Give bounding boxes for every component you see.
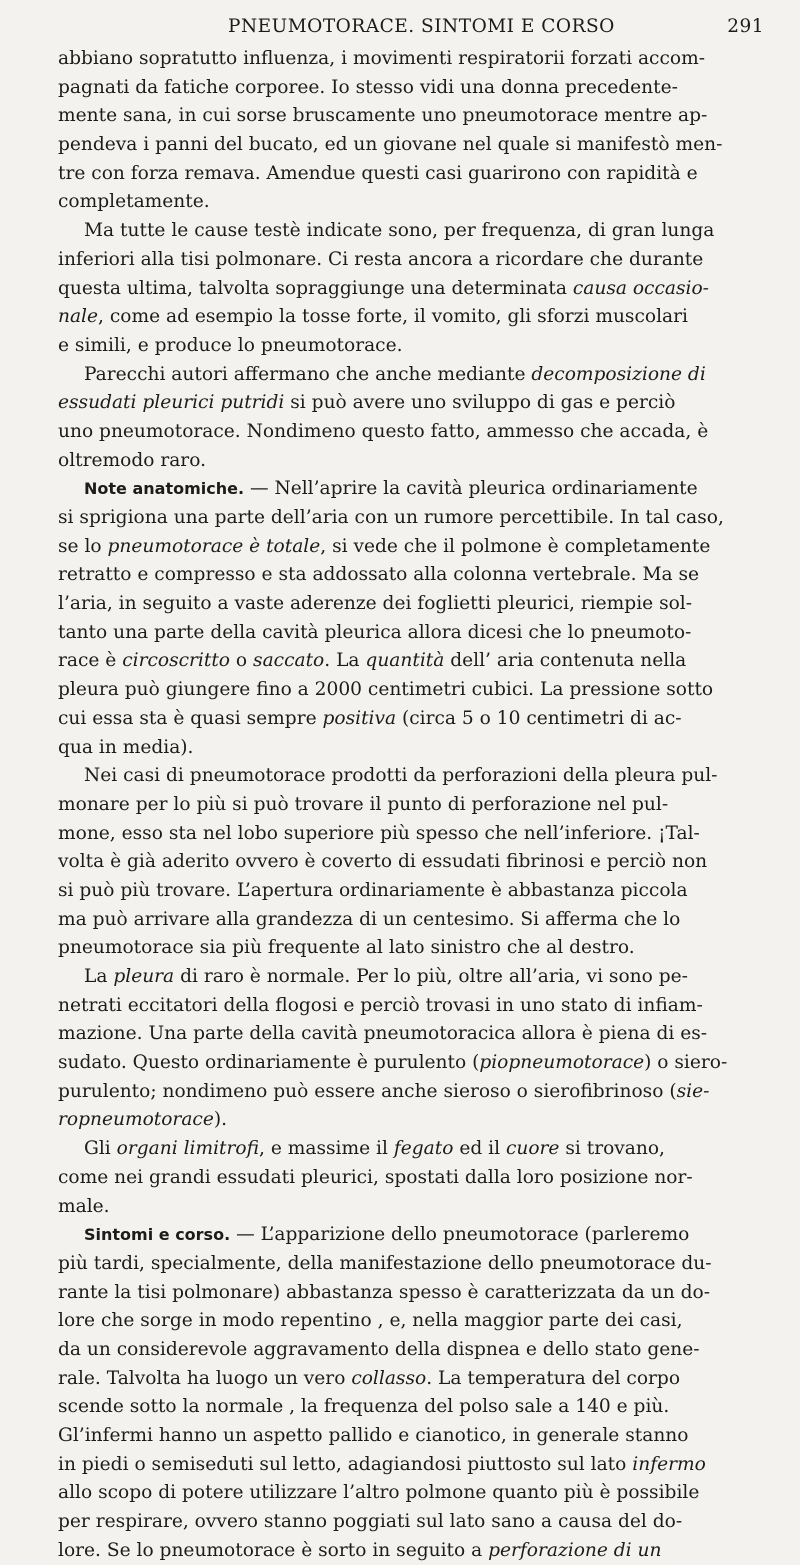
text-segment: pneumotorace sia più frequente al lato sinistro che al destro.: [58, 937, 635, 959]
text-segment: completamente.: [58, 191, 210, 213]
text-segment: mazione. Una parte della cavità pneumotoracica allora è piena di es-: [58, 1023, 708, 1045]
text-segment: si può più trovare. L’apertura ordinariamente è abbastanza piccola: [58, 879, 688, 901]
text-line: [58, 1336, 772, 1365]
text-segment: — L’apparizione dello pneumotorace (parleremo: [230, 1224, 690, 1246]
italic-text: ropneumotorace: [58, 1109, 214, 1131]
text-line: [58, 217, 772, 246]
text-segment: male.: [58, 1195, 110, 1217]
text-line: [58, 1106, 772, 1135]
text-segment: sudato. Questo ordinariamente è purulento (: [58, 1052, 480, 1074]
text-line: [58, 1193, 772, 1222]
section-heading: Sintomi e corso.: [84, 1225, 231, 1245]
text-segment: più tardi, specialmente, della manifestazione dello pneumotorace du-: [58, 1252, 712, 1274]
italic-text: infermo: [632, 1453, 706, 1475]
text-segment: Gli: [84, 1138, 117, 1160]
text-line: [58, 1479, 772, 1508]
text-line: [58, 275, 772, 304]
text-line: [58, 590, 772, 619]
text-segment: race è: [58, 650, 123, 672]
italic-text: causa occasio-: [572, 277, 709, 299]
text-segment: allo scopo di potere utilizzare l’altro polmone quanto più è possibile: [58, 1482, 700, 1504]
text-segment: Gl’infermi hanno un aspetto pallido e cianotico, in generale stanno: [58, 1425, 689, 1446]
text-line: [58, 1078, 772, 1107]
text-segment: ) o siero-: [644, 1052, 728, 1074]
italic-text: organi limitrofi: [116, 1138, 260, 1160]
text-segment: mente sana, in cui sorse bruscamente uno pneumotorace mentre ap-: [58, 105, 708, 127]
text-line: [58, 45, 772, 74]
text-segment: scende sotto la normale , la frequenza del polso sale a 140 e più.: [58, 1396, 670, 1418]
text-line: [58, 131, 772, 160]
text-line: [58, 934, 772, 963]
text-line: [58, 1250, 772, 1279]
text-segment: volta è già aderito ovvero è coverto di essudati fibrinosi e perciò non: [58, 851, 708, 873]
text-line: [58, 1164, 772, 1193]
text-segment: tanto una parte della cavità pleurica allora dicesi che lo pneumoto-: [58, 621, 692, 643]
text-segment: oltremodo raro.: [58, 449, 206, 471]
text-line: [58, 676, 772, 705]
text-line: [58, 1393, 772, 1422]
text-line: [58, 447, 772, 476]
italic-text: circoscritto: [122, 650, 231, 672]
text-segment: si trovano,: [559, 1138, 665, 1160]
text-segment: purulento; nondimeno può essere anche sieroso o sierofibrinoso (: [58, 1080, 677, 1102]
text-segment: Nei casi di pneumotorace prodotti da perforazioni della pleura pul-: [84, 765, 718, 787]
text-segment: se lo: [58, 535, 108, 557]
text-segment: e simili, e produce lo pneumotorace.: [58, 334, 403, 356]
text-line: [58, 475, 772, 504]
text-line: [58, 1451, 772, 1480]
italic-text: pleura: [113, 966, 175, 987]
text-segment: La: [84, 966, 114, 987]
text-segment: Parecchi autori affermano che anche mediante: [84, 363, 532, 385]
text-segment: , come ad esempio la tosse forte, il vomito, gli sforzi muscolari: [98, 306, 688, 328]
text-segment: , si vede che il polmone è completamente: [320, 535, 711, 557]
text-line: [58, 389, 772, 418]
body-text: [58, 45, 772, 1565]
text-line: [58, 877, 772, 906]
text-line: [58, 1422, 772, 1451]
text-line: [58, 160, 772, 189]
italic-text: decomposizione di: [531, 363, 706, 385]
text-line: [58, 303, 772, 332]
text-line: [58, 1135, 772, 1164]
text-segment: lore. Se lo pneumotorace è sorto in seguito a: [58, 1539, 489, 1561]
italic-text: cuore: [505, 1138, 560, 1160]
italic-text: fegato: [393, 1138, 454, 1160]
text-segment: netrati eccitatori della flogosi e perciò trovasi in uno stato di infiam-: [58, 994, 703, 1016]
text-line: [58, 1508, 772, 1537]
text-segment: l’aria, in seguito a vaste aderenze dei foglietti pleurici, riempie sol-: [58, 593, 693, 615]
text-line: [58, 188, 772, 217]
italic-text: perforazione di un: [488, 1539, 662, 1561]
text-line: [58, 619, 772, 648]
text-line: [58, 332, 772, 361]
text-line: [58, 1307, 772, 1336]
text-segment: si può avere uno sviluppo di gas e perciò: [284, 392, 676, 414]
text-line: [58, 1221, 772, 1250]
italic-text: piopneumotorace: [479, 1052, 645, 1074]
text-segment: abbiano sopratutto influenza, i movimenti respiratorii forzati accom-: [58, 48, 705, 69]
text-line: [58, 1365, 772, 1394]
running-title: PNEUMOTORACE. SINTOMI E CORSO: [228, 16, 615, 37]
text-segment: . La: [324, 650, 366, 672]
text-segment: (circa 5 o 10 centimetri di ac-: [396, 707, 682, 729]
italic-text: positiva: [322, 707, 397, 729]
text-segment: o: [230, 650, 254, 672]
italic-text: collasso: [351, 1367, 427, 1389]
text-line: [58, 705, 772, 734]
text-segment: qua in media).: [58, 736, 194, 758]
italic-text: nale: [58, 306, 99, 328]
text-segment: lore che sorge in modo repentino , e, nella maggior parte dei casi,: [58, 1310, 683, 1332]
text-line: [58, 504, 772, 533]
text-segment: questa ultima, talvolta sopraggiunge una determinata: [58, 277, 573, 299]
text-segment: inferiori alla tisi polmonare. Ci resta ancora a ricordare che durante: [58, 248, 704, 270]
text-line: [58, 361, 772, 390]
text-segment: pendeva i panni del bucato, ed un giovane nel quale si manifestò men-: [58, 134, 723, 156]
text-segment: monare per lo più si può trovare il punto di perforazione nel pul-: [58, 793, 669, 815]
text-line: [58, 246, 772, 275]
text-line: [58, 734, 772, 763]
text-segment: ma può arrivare alla grandezza di un centesimo. Si afferma che lo: [58, 908, 681, 930]
text-segment: per respirare, ovvero stanno poggiati sul lato sano a causa del do-: [58, 1511, 683, 1533]
text-line: [58, 906, 772, 935]
text-segment: tre con forza remava. Amendue questi casi guarirono con rapidità e: [58, 162, 698, 184]
text-segment: , e massime il: [259, 1138, 394, 1160]
text-line: [58, 561, 772, 590]
text-segment: uno pneumotorace. Nondimeno questo fatto, ammesso che accada, è: [58, 420, 709, 442]
italic-text: pneumotorace è totale: [107, 535, 321, 557]
text-line: [58, 418, 772, 447]
text-line: [58, 992, 772, 1021]
text-segment: rale. Talvolta ha luogo un vero: [58, 1367, 352, 1389]
text-line: [58, 1279, 772, 1308]
italic-text: quantità: [365, 650, 445, 672]
italic-text: sie-: [676, 1080, 710, 1102]
text-segment: ).: [213, 1109, 227, 1131]
running-header: [60, 16, 764, 42]
text-line: [58, 820, 772, 849]
italic-text: saccato: [253, 650, 325, 672]
text-segment: ed il: [453, 1138, 506, 1160]
text-segment: da un considerevole aggravamento della dispnea e dello stato gene-: [58, 1338, 700, 1360]
text-segment: dell’ aria contenuta nella: [444, 650, 687, 672]
text-line: [58, 1020, 772, 1049]
text-line: [58, 102, 772, 131]
text-line: [58, 848, 772, 877]
section-heading: Note anatomiche.: [84, 479, 245, 499]
page-number: 291: [727, 16, 764, 37]
italic-text: essudati pleurici putridi: [58, 392, 285, 414]
text-segment: pagnati da fatiche corporee. Io stesso vidi una donna precedente-: [58, 76, 678, 98]
text-line: [58, 963, 772, 992]
text-segment: pleura può giungere fino a 2000 centimetri cubici. La pressione sotto: [58, 679, 714, 701]
text-line: [58, 74, 772, 103]
text-segment: Ma tutte le cause testè indicate sono, per frequenza, di gran lunga: [84, 220, 715, 242]
text-segment: come nei grandi essudati pleurici, spostati dalla loro posizione nor-: [58, 1166, 693, 1188]
text-segment: cui essa sta è quasi sempre: [58, 707, 323, 729]
text-line: [58, 1049, 772, 1078]
text-line: [58, 647, 772, 676]
text-segment: retratto e compresso e sta addossato alla colonna vertebrale. Ma se: [58, 564, 700, 586]
text-segment: mone, esso sta nel lobo superiore più spesso che nell’inferiore. ¡Tal-: [58, 822, 700, 844]
text-line: [58, 1537, 772, 1565]
text-segment: — Nell’aprire la cavità pleurica ordinariamente: [244, 478, 698, 500]
text-line: [58, 791, 772, 820]
text-segment: . La temperatura del corpo: [426, 1367, 681, 1389]
text-segment: di raro è normale. Per lo più, oltre all’aria, vi sono pe-: [174, 966, 688, 987]
text-segment: in piedi o semiseduti sul letto, adagiandosi piuttosto sul lato: [58, 1453, 633, 1475]
text-segment: si sprigiona una parte dell’aria con un rumore percettibile. In tal caso,: [58, 507, 724, 528]
text-line: [58, 762, 772, 791]
text-line: [58, 533, 772, 562]
text-segment: rante la tisi polmonare) abbastanza spesso è caratterizzata da un do-: [58, 1281, 711, 1303]
